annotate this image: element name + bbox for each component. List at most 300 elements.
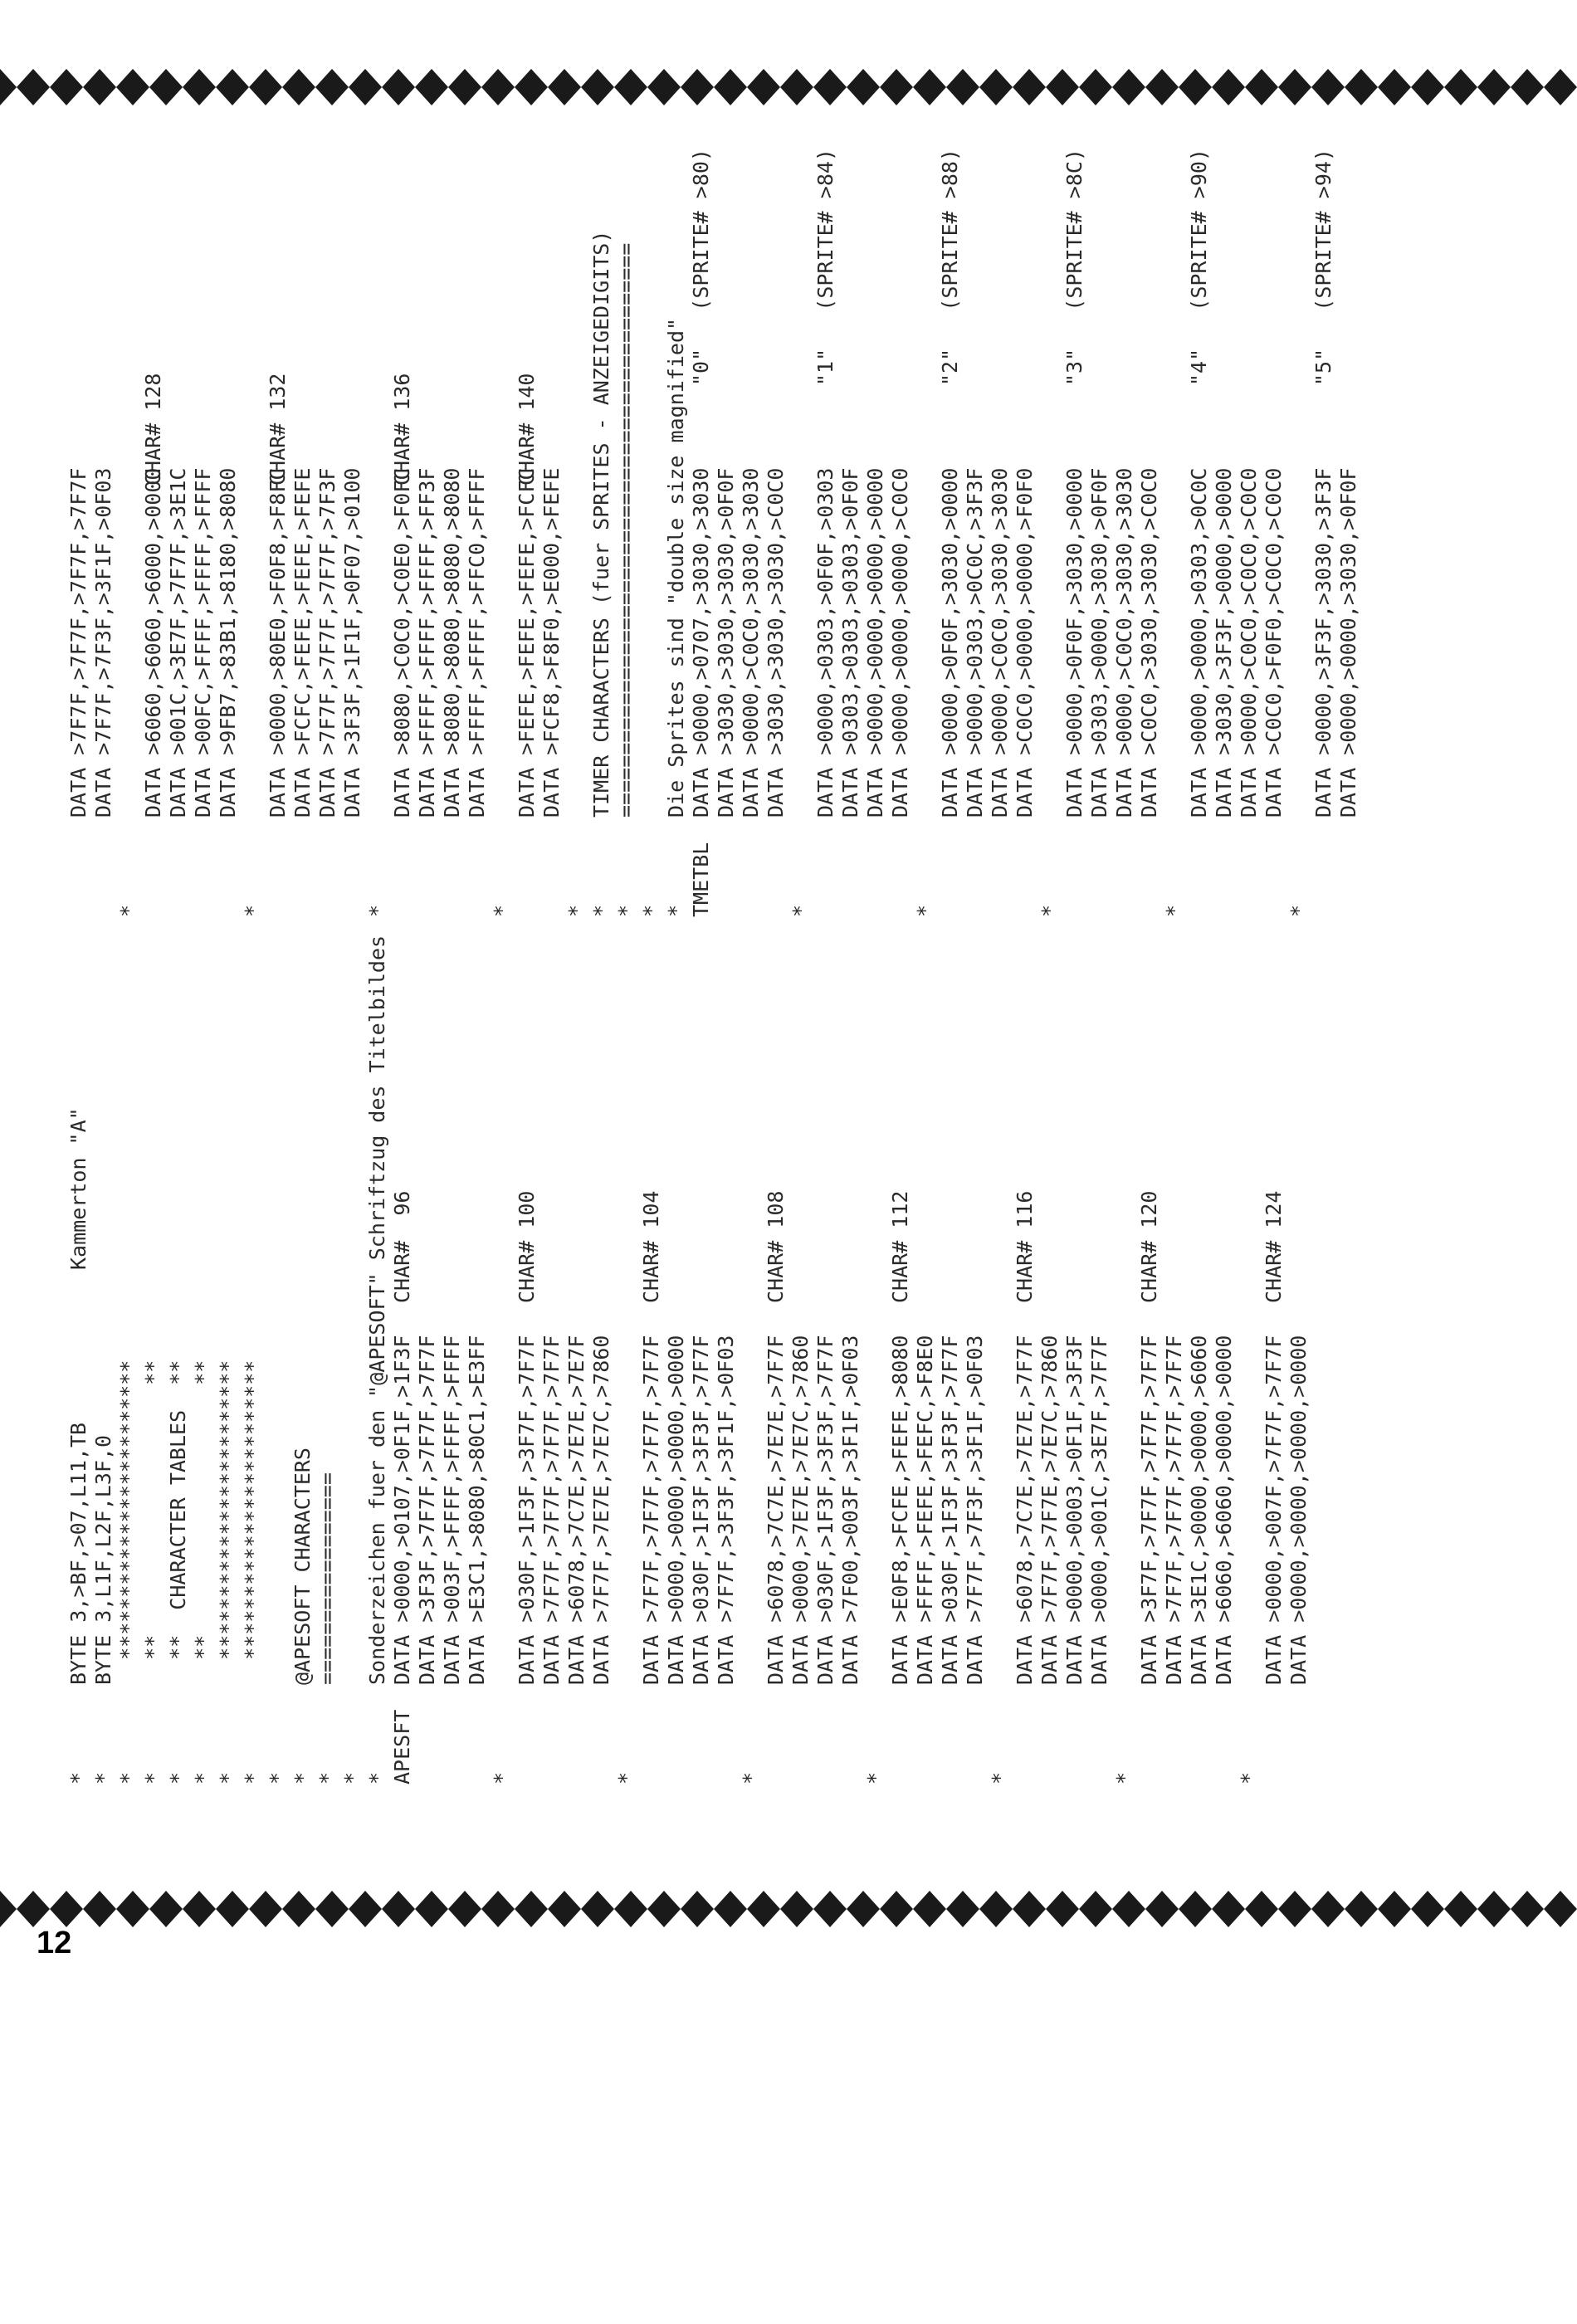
line-label: * [241, 904, 265, 917]
line-code: DATA >3030,>3F3F,>0000,>0000 [1212, 467, 1236, 818]
line-code: DATA >7F7F,>7F3F,>3F1F,>0F03 [963, 1335, 987, 1685]
code-line [465, 1071, 490, 1784]
code-line [290, 170, 315, 917]
line-code: DATA >7F7F,>7F7F,>7F7F,>7F7F [639, 1335, 663, 1685]
line-label: * [863, 1771, 887, 1784]
diamond-shape [747, 1891, 780, 1927]
line-code: DATA >7F7F,>7F7F,>7F7F,>7F3F [315, 467, 339, 818]
code-line [913, 170, 938, 917]
code-line [1237, 170, 1262, 917]
line-code: DATA >C0C0,>F0F0,>C0C0,>C0C0 [1262, 467, 1286, 818]
line-code: DATA >FCF8,>F8F0,>E000,>FEFE [540, 467, 564, 818]
code-line [340, 1071, 365, 1784]
line-label: * [1237, 1771, 1261, 1784]
code-line [1112, 1071, 1137, 1784]
line-code: ================= [315, 1472, 339, 1685]
diamond-shape [1345, 1891, 1378, 1927]
code-line [714, 1071, 739, 1784]
line-label: * [166, 1771, 190, 1784]
line-label: * [564, 904, 588, 917]
diamond-shape [1212, 1891, 1245, 1927]
line-code: DATA >3F3F,>7F7F,>7F7F,>7F7F [415, 1335, 439, 1685]
line-code: DATA >7F7F,>3F3F,>3F1F,>0F03 [714, 1335, 738, 1685]
code-line [1286, 170, 1311, 917]
diamond-shape [647, 1891, 681, 1927]
code-line [415, 170, 440, 917]
line-code: DATA >0000,>0000,>0000,>0000 [1286, 1335, 1311, 1685]
diamond-shape [913, 69, 946, 105]
code-line [664, 1071, 689, 1784]
diamond-shape [1411, 1891, 1444, 1927]
diamond-shape [1511, 1891, 1544, 1927]
listing-column-right [66, 149, 1577, 917]
line-code: DATA >0000,>0303,>0C0C,>3F3F [963, 467, 987, 818]
code-line [365, 935, 390, 1784]
code-line [838, 1071, 863, 1784]
line-code: DATA >C0C0,>0000,>0000,>F0F0 [1013, 467, 1037, 818]
line-code: DATA >0000,>0000,>0000,>0000 [664, 1335, 688, 1685]
code-line [166, 170, 191, 917]
diamond-shape [382, 1891, 415, 1927]
diamond-shape [448, 69, 481, 105]
code-line [1212, 1071, 1237, 1784]
line-code: DATA >0000,>80E0,>F0F8,>F8FC [266, 467, 290, 818]
line-comment: CHAR# 132 [266, 373, 290, 486]
code-line [863, 1071, 888, 1784]
code-line [290, 1071, 315, 1784]
diamond-shape [979, 1891, 1013, 1927]
diamond-shape [1013, 1891, 1046, 1927]
line-code: DATA >7F7F,>7F7E,>7E7C,>7860 [1038, 1335, 1062, 1685]
line-code: DATA >FFFF,>FEFE,>FEFC,>F8E0 [913, 1335, 937, 1685]
line-code: DATA >7F00,>003F,>3F1F,>0F03 [838, 1335, 862, 1685]
diamond-shape [1278, 69, 1311, 105]
code-line [564, 170, 589, 917]
line-code: DATA >3E1C,>0000,>0000,>6060 [1187, 1335, 1211, 1685]
line-code: DATA >001C,>3E7F,>7F7F,>3E1C [166, 467, 190, 818]
code-line [639, 170, 664, 917]
code-line [1262, 170, 1286, 917]
diamond-shape [1444, 1891, 1477, 1927]
line-comment: CHAR# 96 [390, 1190, 414, 1303]
diamond-shape [946, 1891, 979, 1927]
code-line [838, 170, 863, 917]
diamond-shape [647, 69, 681, 105]
line-code: DATA >0000,>007F,>7F7F,>7F7F [1262, 1335, 1286, 1685]
line-comment: "5" (SPRITE# >94) [1311, 149, 1335, 386]
diamond-shape [813, 69, 847, 105]
line-comment: "0" (SPRITE# >80) [689, 149, 713, 386]
diamond-shape [382, 69, 415, 105]
diamond-shape [1278, 1891, 1311, 1927]
diamond-shape [515, 1891, 548, 1927]
code-listing [66, 141, 1577, 1834]
line-code: DATA >0000,>C0C0,>C0C0,>C0C0 [1237, 467, 1261, 818]
diamond-shape [83, 1891, 116, 1927]
diamond-shape [116, 69, 149, 105]
line-code: DATA >0000,>0000,>3030,>0F0F [1336, 467, 1360, 818]
code-line [91, 170, 116, 917]
line-comment: "4" (SPRITE# >90) [1187, 149, 1211, 386]
code-line [589, 1071, 614, 1784]
diamond-shape [979, 69, 1013, 105]
diamond-shape [847, 69, 880, 105]
diamond-shape [1112, 69, 1145, 105]
line-code: DATA >8080,>C0C0,>C0E0,>F0FC [390, 467, 414, 818]
code-line [515, 1071, 540, 1784]
line-label: * [614, 904, 638, 917]
line-label: * [241, 1771, 265, 1784]
code-line [241, 1071, 266, 1784]
line-comment: CHAR# 124 [1262, 1190, 1286, 1303]
code-line [1162, 1071, 1187, 1784]
diamond-shape [880, 1891, 913, 1927]
code-line [1038, 170, 1062, 917]
code-line [614, 1071, 639, 1784]
diamond-shape [415, 69, 448, 105]
code-line [1137, 1071, 1162, 1784]
line-comment: "1" (SPRITE# >84) [813, 149, 837, 386]
line-code: DATA >030F,>1F3F,>3F3F,>7F7F [813, 1335, 837, 1685]
line-code: DATA >0000,>0707,>3030,>3030 [689, 467, 713, 818]
diamond-shape [1046, 69, 1079, 105]
line-code: @APESOFT CHARACTERS [290, 1448, 315, 1685]
code-line [390, 170, 415, 917]
diamond-shape [282, 1891, 315, 1927]
diamond-shape [548, 1891, 581, 1927]
line-code: TIMER CHARACTERS (fuer SPRITES - ANZEIGEDIGITS) [589, 230, 613, 818]
diamond-shape [17, 69, 50, 105]
line-code: DATA >7F7F,>7F7F,>7F7F,>7F7F [66, 467, 90, 818]
line-comment: "3" (SPRITE# >8C) [1062, 149, 1086, 386]
line-code: DATA >6060,>6060,>6000,>0000 [141, 467, 165, 818]
diamond-shape [1378, 69, 1411, 105]
code-line [1062, 1071, 1087, 1784]
diamond-shape [116, 1891, 149, 1927]
line-label: * [315, 1771, 339, 1784]
line-code: DATA >00FC,>FFFF,>FFFF,>FFFF [191, 467, 215, 818]
line-code: DATA >0000,>7E7E,>7E7C,>7860 [788, 1335, 813, 1685]
diamond-shape [282, 69, 315, 105]
diamond-shape [1378, 1891, 1411, 1927]
line-code: DATA >0000,>0000,>0000,>C0C0 [888, 467, 912, 818]
diamond-shape [1145, 1891, 1179, 1927]
diamond-shape [448, 1891, 481, 1927]
diamond-shape [1112, 1891, 1145, 1927]
code-line [116, 170, 141, 917]
code-line [540, 1071, 564, 1784]
line-label: * [266, 1771, 290, 1784]
code-line [589, 170, 614, 917]
diamond-shape [1179, 1891, 1212, 1927]
line-code: DATA >7F7F,>7F7F,>7F7F,>7F7F [540, 1335, 564, 1685]
diamond-shape [149, 69, 183, 105]
diamond-shape [315, 1891, 349, 1927]
diamond-shape [1444, 69, 1477, 105]
page-number: 12 [37, 1926, 72, 1960]
code-line [315, 1071, 340, 1784]
code-line [216, 1071, 241, 1784]
line-comment: CHAR# 108 [764, 1190, 788, 1303]
code-line [191, 170, 216, 917]
diamond-shape [50, 69, 83, 105]
diamond-shape [614, 69, 647, 105]
diamond-shape [1477, 1891, 1511, 1927]
code-line [1112, 170, 1137, 917]
code-line [1237, 1071, 1262, 1784]
line-label: * [66, 1771, 90, 1784]
code-line [540, 170, 564, 917]
diamond-shape [349, 69, 382, 105]
diamond-shape [681, 69, 714, 105]
code-line [266, 1071, 290, 1784]
line-code: DATA >030F,>1F3F,>3F3F,>7F7F [689, 1335, 713, 1685]
line-comment: CHAR# 128 [141, 373, 165, 486]
code-line [1262, 1071, 1286, 1784]
line-code: DATA >6060,>6060,>0000,>0000 [1212, 1335, 1236, 1685]
code-line [1062, 149, 1087, 917]
line-code: Sonderzeichen fuer den "@APESOFT" Schriftzug des Titelbildes [365, 935, 389, 1685]
diamond-shape [1544, 1891, 1577, 1927]
line-code: DATA >0000,>C0C0,>3030,>3030 [988, 467, 1012, 818]
code-line [490, 170, 515, 917]
line-label: * [739, 1771, 763, 1784]
diamond-shape [17, 1891, 50, 1927]
line-label: * [913, 904, 937, 917]
line-code: ** ** [141, 1360, 165, 1685]
line-code: DATA >0303,>0303,>0303,>0F0F [838, 467, 862, 818]
code-line [963, 1071, 988, 1784]
line-comment: CHAR# 140 [515, 373, 539, 486]
code-line [241, 170, 266, 917]
line-comment: CHAR# 112 [888, 1190, 912, 1303]
diamond-pattern [0, 50, 1577, 124]
diamond-shape [1145, 69, 1179, 105]
line-comment: CHAR# 104 [639, 1190, 663, 1303]
diamond-shape [813, 1891, 847, 1927]
line-code: DATA >0000,>0000,>0303,>0C0C [1187, 467, 1211, 818]
diamond-shape [780, 1891, 813, 1927]
diamond-shape [581, 1891, 614, 1927]
line-label: * [340, 1771, 364, 1784]
code-line [1087, 170, 1112, 917]
code-line [340, 170, 365, 917]
diamond-shape [216, 69, 249, 105]
code-line [788, 1071, 813, 1784]
code-line [938, 1071, 963, 1784]
code-line [440, 170, 465, 917]
line-code: DATA >0000,>0F0F,>3030,>0000 [1062, 467, 1086, 818]
code-line [988, 1071, 1013, 1784]
diamond-border-top [0, 50, 1577, 124]
line-code: Die Sprites sind "double size magnified" [664, 317, 688, 818]
line-code: DATA >0000,>0000,>0000,>0000 [863, 467, 887, 818]
diamond-pattern [0, 1872, 1577, 1946]
line-label: * [116, 904, 140, 917]
line-code: DATA >0000,>0303,>0F0F,>0303 [813, 467, 837, 818]
line-code: BYTE 3,>BF,>07,L11,TB [66, 1422, 90, 1685]
line-label: * [1038, 904, 1062, 917]
diamond-shape [946, 69, 979, 105]
line-label: * [116, 1771, 140, 1784]
line-code: DATA >7F7F,>7F7F,>7F7F,>7F7F [1162, 1335, 1186, 1685]
line-code: DATA >0000,>C0C0,>3030,>3030 [1112, 467, 1136, 818]
code-line [166, 1071, 191, 1784]
line-label: * [365, 904, 389, 917]
diamond-shape [1311, 1891, 1345, 1927]
line-code: DATA >0000,>0107,>0F1F,>1F3F [390, 1335, 414, 1685]
code-line [963, 170, 988, 917]
line-label: * [290, 1771, 315, 1784]
code-line [465, 170, 490, 917]
diamond-shape [714, 69, 747, 105]
code-line [515, 170, 540, 917]
code-line [764, 170, 788, 917]
code-line [813, 149, 838, 917]
code-line [66, 170, 91, 917]
diamond-shape [0, 1891, 17, 1927]
code-line [863, 170, 888, 917]
diamond-shape [1179, 69, 1212, 105]
code-line [390, 1071, 415, 1784]
line-label: * [614, 1771, 638, 1784]
diamond-shape [216, 1891, 249, 1927]
line-code: DATA >E0F8,>FCFE,>FEFE,>8080 [888, 1335, 912, 1685]
line-code: DATA >FFFF,>FFFF,>FFC0,>FFFF [465, 467, 489, 818]
diamond-shape [481, 1891, 515, 1927]
diamond-shape [1511, 69, 1544, 105]
line-label: * [1112, 1771, 1136, 1784]
diamond-shape [249, 69, 282, 105]
code-line [415, 1071, 440, 1784]
diamond-shape [747, 69, 780, 105]
diamond-shape [1079, 69, 1112, 105]
line-label: * [1162, 904, 1186, 917]
diamond-shape [614, 1891, 647, 1927]
line-comment: CHAR# 120 [1137, 1190, 1161, 1303]
diamond-shape [183, 1891, 216, 1927]
line-label: * [191, 1771, 215, 1784]
line-label: * [589, 904, 613, 917]
line-label: * [490, 904, 514, 917]
code-line [788, 170, 813, 917]
line-code: DATA >030F,>1F3F,>3F3F,>7F7F [938, 1335, 962, 1685]
code-line [739, 170, 764, 917]
line-code: DATA >3030,>3030,>3030,>C0C0 [764, 467, 788, 818]
line-label: * [1286, 904, 1311, 917]
code-line [141, 1071, 166, 1784]
line-code: DATA >0000,>001C,>3E7F,>7F7F [1087, 1335, 1111, 1685]
code-line [664, 170, 689, 917]
line-code: DATA >3F3F,>1F1F,>0F07,>0100 [340, 467, 364, 818]
code-line [141, 170, 166, 917]
code-line [1187, 149, 1212, 917]
line-code: ************************ [241, 1360, 265, 1685]
line-label: * [988, 1771, 1012, 1784]
line-comment: Kammerton "A" [66, 1107, 90, 1270]
diamond-shape [1013, 69, 1046, 105]
diamond-shape [1245, 69, 1278, 105]
diamond-shape [415, 1891, 448, 1927]
line-code: DATA >FFFF,>FFFF,>FFFF,>FF3F [415, 467, 439, 818]
code-line [764, 1071, 788, 1784]
diamond-shape [913, 1891, 946, 1927]
diamond-shape [1411, 69, 1444, 105]
code-line [1013, 1071, 1038, 1784]
diamond-shape [681, 1891, 714, 1927]
line-code: ** ** [191, 1360, 215, 1685]
line-code: DATA >030F,>1F3F,>3F7F,>7F7F [515, 1335, 539, 1685]
diamond-shape [1477, 69, 1511, 105]
line-code: DATA >C0C0,>3030,>3030,>C0C0 [1137, 467, 1161, 818]
code-line [66, 1071, 91, 1784]
line-code: DATA >9FB7,>83B1,>8180,>8080 [216, 467, 240, 818]
line-label: * [365, 1771, 389, 1784]
line-code: DATA >0000,>C0C0,>3030,>3030 [739, 467, 763, 818]
code-line [813, 1071, 838, 1784]
diamond-shape [50, 1891, 83, 1927]
code-line [714, 170, 739, 917]
line-code: DATA >6078,>7C7E,>7E7E,>7E7F [564, 1335, 588, 1685]
code-line [191, 1071, 216, 1784]
diamond-shape [149, 1891, 183, 1927]
line-code: DATA >6078,>7C7E,>7E7E,>7F7F [1013, 1335, 1037, 1685]
line-code: DATA >3F7F,>7F7F,>7F7F,>7F7F [1137, 1335, 1161, 1685]
line-label: * [216, 1771, 240, 1784]
code-line [614, 170, 639, 917]
diamond-shape [1245, 1891, 1278, 1927]
diamond-shape [1345, 69, 1378, 105]
line-code: DATA >3030,>3030,>3030,>0F0F [714, 467, 738, 818]
code-line [1162, 170, 1187, 917]
line-label: * [490, 1771, 514, 1784]
diamond-shape [548, 69, 581, 105]
diamond-shape [847, 1891, 880, 1927]
diamond-shape [581, 69, 614, 105]
line-code: DATA >0303,>0000,>3030,>0F0F [1087, 467, 1111, 818]
code-line [739, 1071, 764, 1784]
code-line [1187, 1071, 1212, 1784]
line-label: TMETBL [689, 842, 713, 917]
code-line [689, 1071, 714, 1784]
code-line [1038, 1071, 1062, 1784]
line-comment: CHAR# 100 [515, 1190, 539, 1303]
diamond-shape [481, 69, 515, 105]
diamond-shape [880, 69, 913, 105]
diamond-shape [0, 69, 17, 105]
code-line [91, 1071, 116, 1784]
code-line [266, 170, 290, 917]
diamond-shape [315, 69, 349, 105]
line-code: ============================================== [614, 242, 638, 818]
diamond-shape [1311, 69, 1345, 105]
diamond-shape [83, 69, 116, 105]
code-line [440, 1071, 465, 1784]
line-code: DATA >0000,>0F0F,>3030,>0000 [938, 467, 962, 818]
line-code: DATA >7F7F,>7F3F,>3F1F,>0F03 [91, 467, 115, 818]
diamond-shape [780, 69, 813, 105]
code-line [490, 1071, 515, 1784]
line-comment: CHAR# 116 [1013, 1190, 1037, 1303]
line-label: * [91, 1771, 115, 1784]
code-line [315, 170, 340, 917]
code-line [216, 170, 241, 917]
code-line [1212, 170, 1237, 917]
diamond-shape [1079, 1891, 1112, 1927]
code-line [888, 1071, 913, 1784]
code-line [1311, 149, 1336, 917]
line-comment: CHAR# 136 [390, 373, 414, 486]
